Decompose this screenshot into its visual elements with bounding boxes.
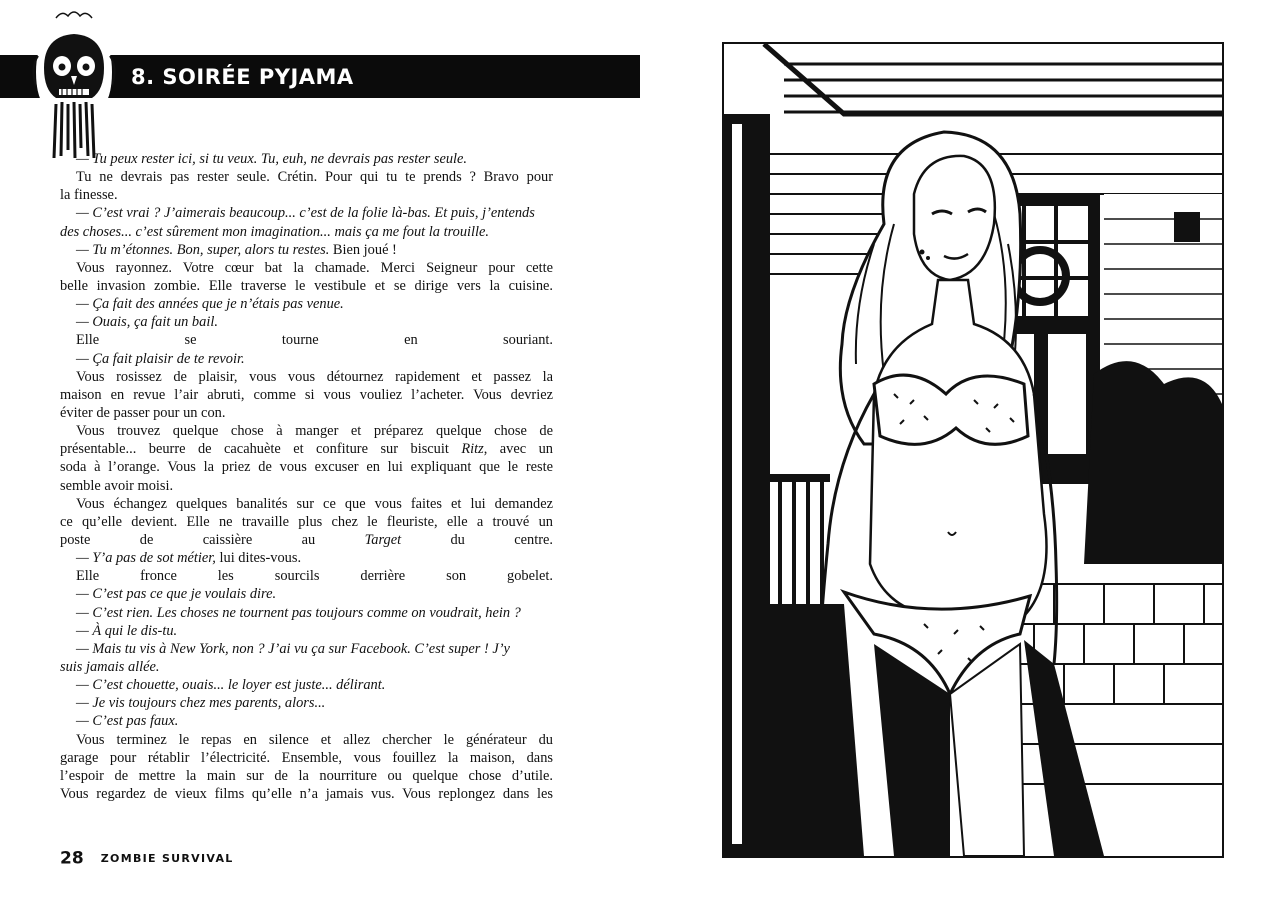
body-line: Vous terminez le repas en silence et allez chercher le générateur du [76,731,553,748]
body-line: garage pour rétablir l’électricité. Ensemble, vous fouillez la maison, dans [60,749,553,766]
body-line: — Tu m’étonnes. Bon, super, alors tu restes. Bien joué ! [76,241,397,258]
running-title: ZOMBIE SURVIVAL [100,852,234,865]
body-line: ce qu’elle devient. Elle ne travaille plus chez le fleuriste, elle a trouvé un [60,513,553,530]
page-footer [60,848,234,872]
body-line: Vous regardez de vieux films qu’elle n’a jamais vus. Vous replongez dans les [60,785,553,802]
body-line: Tu ne devrais pas rester seule. Crétin. Pour qui tu te prends ? Bravo pour [76,169,553,186]
body-text [60,150,553,803]
body-line: Vous rosissez de plaisir, vous vous détournez rapidement et passez la [76,368,553,385]
body-line: poste de caissière au Target du centre. [60,531,553,548]
illustration-art [724,44,1222,856]
body-line: la finesse. [60,187,118,204]
body-line: suis jamais allée. [60,658,160,675]
body-line: semble avoir moisi. [60,477,174,494]
illustration [722,42,1224,858]
body-line: — C’est rien. Les choses ne tournent pas toujours comme on voudrait, hein ? [76,604,521,621]
body-line: — Mais tu vis à New York, non ? J’ai vu ça sur Facebook. C’est super ! J’y [76,640,510,657]
page-number: 28 [60,848,84,869]
body-line: — À qui le dis-tu. [76,622,178,639]
body-line: — Y’a pas de sot métier, lui dites-vous. [76,550,302,567]
body-line: maison en revue l’air abruti, comme si vous vouliez l’acheter. Vous devriez [60,386,553,403]
body-line: Elle se tourne en souriant. [76,332,553,349]
body-line: Vous rayonnez. Votre cœur bat la chamade. Merci Seigneur pour cette [76,259,553,276]
body-line: — Tu peux rester ici, si tu veux. Tu, euh, ne devrais pas rester seule. [76,151,468,167]
chapter-title: 8. SOIRÉE PYJAMA [131,65,354,89]
body-line: soda à l’orange. Vous la priez de vous excuser en lui expliquant que le reste [60,459,553,476]
body-line: — Ça fait plaisir de te revoir. [76,350,245,367]
body-line: — Ça fait des années que je n’étais pas venue. [76,296,344,313]
body-line: — C’est chouette, ouais... le loyer est juste... délirant. [76,677,386,694]
body-line: des choses... c’est sûrement mon imagination... mais ça me fout la trouille. [60,223,489,240]
body-line: — C’est vrai ? J’aimerais beaucoup... c’est de la folie là-bas. Et puis, j’entends [76,205,535,222]
body-line: Vous trouvez quelque chose à manger et préparez quelque chose de [76,423,553,440]
body-line: Elle fronce les sourcils derrière son gobelet. [76,568,553,585]
body-line: — Je vis toujours chez mes parents, alors... [76,695,326,712]
body-line: — C’est pas faux. [76,713,179,730]
body-line: — C’est pas ce que je voulais dire. [76,586,277,603]
body-line: — Ouais, ça fait un bail. [76,314,218,331]
body-line: Vous échangez quelques banalités sur ce que vous faites et lui demandez [76,495,553,512]
body-line: présentable... beurre de cacahuète et confiture sur biscuit Ritz, avec un [60,441,553,458]
body-line: l’espoir de mettre la main sur de la nourriture ou quelque chose d’utile. [60,767,553,784]
skull-emblem-icon [26,8,122,158]
body-line: éviter de passer pour un con. [60,404,226,421]
body-line: belle invasion zombie. Elle traverse le vestibule et se dirige vers la cuisine. [60,277,553,294]
